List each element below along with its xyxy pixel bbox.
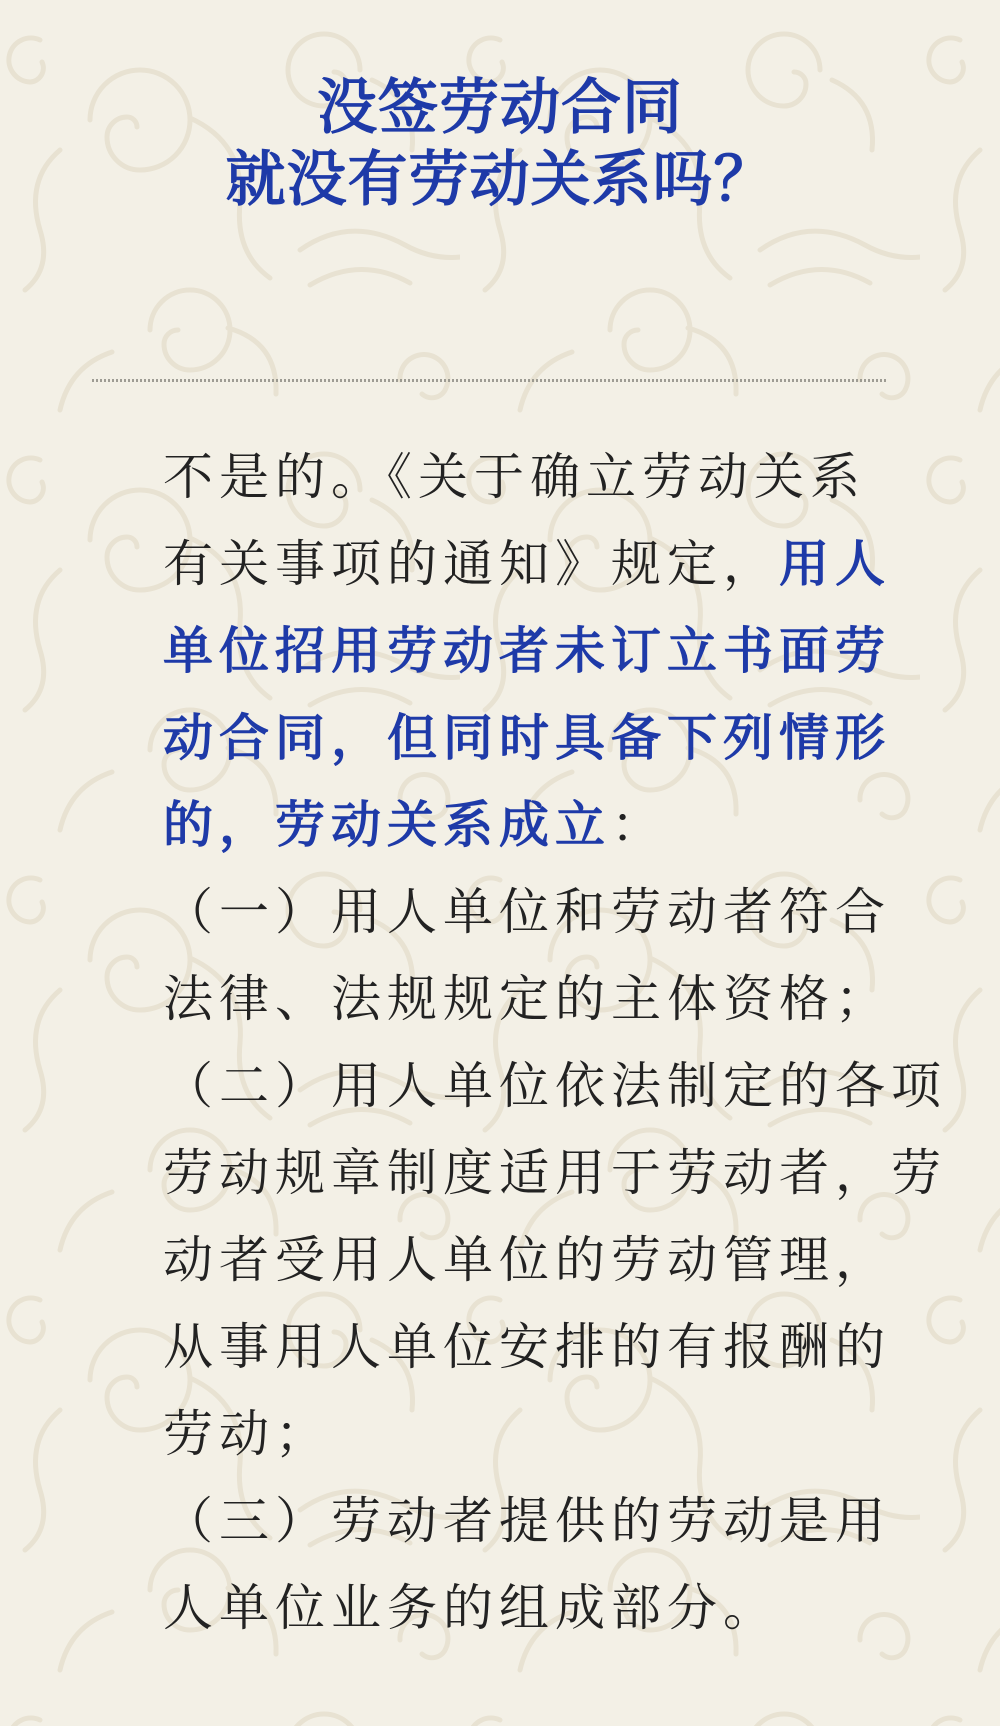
text-line xyxy=(163,956,963,1043)
text-segment: ： xyxy=(611,797,667,853)
highlight-segment: 的，劳动关系成立 xyxy=(163,797,611,853)
highlight-segment: 单位招用劳动者未订立书面劳 xyxy=(163,623,891,679)
text-line xyxy=(163,521,963,608)
body-text xyxy=(163,434,963,1652)
text-line xyxy=(163,782,963,869)
text-segment: （三）劳动者提供的劳动是用 xyxy=(163,1493,891,1549)
text-segment: 有关事项的通知》规定， xyxy=(163,536,779,592)
text-line xyxy=(163,434,963,521)
title-line-2: 就没有劳动关系吗？ xyxy=(225,147,775,213)
highlight-segment: 动合同，但同时具备下列情形 xyxy=(163,710,891,766)
text-line xyxy=(163,1304,963,1391)
text-segment: 人单位业务的组成部分。 xyxy=(163,1580,779,1636)
title-line-1: 没签劳动合同 xyxy=(317,75,683,141)
text-line xyxy=(163,1130,963,1217)
highlight-segment: 用人 xyxy=(779,536,891,592)
text-segment: 不是的。《关于确立劳动关系 xyxy=(163,449,866,505)
text-segment: 劳动； xyxy=(163,1406,331,1462)
text-line xyxy=(163,1043,963,1130)
dotted-divider xyxy=(92,379,886,382)
text-line xyxy=(163,608,963,695)
text-segment: 动者受用人单位的劳动管理， xyxy=(163,1232,891,1288)
page-title xyxy=(0,72,1000,216)
text-segment: （二）用人单位依法制定的各项 xyxy=(163,1058,947,1114)
text-segment: 劳动规章制度适用于劳动者，劳 xyxy=(163,1145,947,1201)
text-segment: 法律、法规规定的主体资格； xyxy=(163,971,891,1027)
text-segment: 从事用人单位安排的有报酬的 xyxy=(163,1319,891,1375)
text-line xyxy=(163,1217,963,1304)
text-line xyxy=(163,1478,963,1565)
text-line xyxy=(163,869,963,956)
text-line xyxy=(163,1391,963,1478)
text-line xyxy=(163,695,963,782)
text-line xyxy=(163,1565,963,1652)
text-segment: （一）用人单位和劳动者符合 xyxy=(163,884,891,940)
